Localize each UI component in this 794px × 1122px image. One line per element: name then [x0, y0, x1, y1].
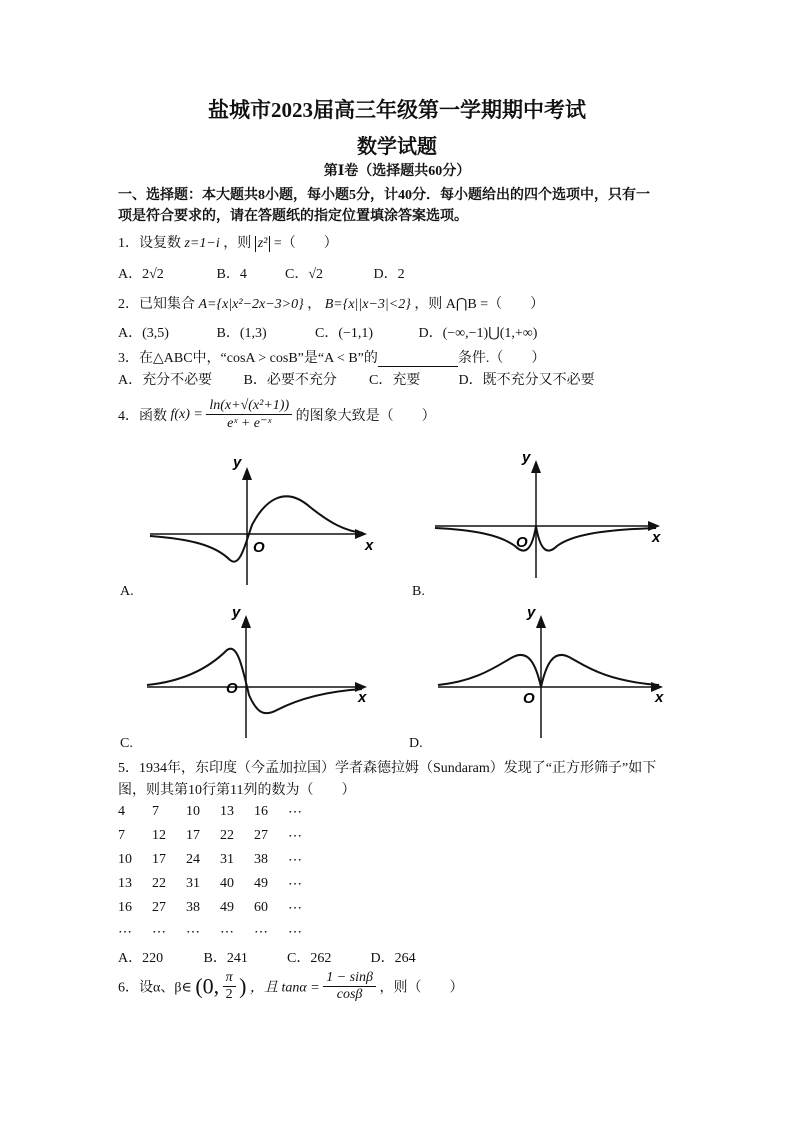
q3-options [118, 369, 595, 389]
q6-denominator: cosβ [336, 987, 363, 1002]
table-cell: 16 [254, 804, 268, 819]
table-row [118, 920, 322, 944]
table-cell: 49 [220, 900, 234, 915]
table-cell: ⋯ [186, 924, 200, 940]
graph-c [142, 605, 377, 740]
q5-option-d[interactable]: D．264 [370, 951, 416, 966]
table-cell: 16 [118, 900, 132, 915]
table-cell: 22 [220, 828, 234, 843]
table-cell: ⋯ [288, 852, 302, 868]
q2-option-b[interactable]: B．(1,3) [216, 326, 267, 341]
q1-expr: z=1−i [184, 236, 220, 251]
table-cell: ⋯ [254, 924, 268, 940]
q2-options [118, 322, 537, 342]
question-5-line2: 图，则其第10行第11列的数为（ ） [118, 783, 356, 798]
graph-c-label[interactable]: C. [120, 736, 133, 751]
q1-post: =（ ） [273, 236, 338, 251]
q5-option-b[interactable]: B．241 [203, 951, 248, 966]
question-6 [118, 970, 463, 1003]
table-cell: 13 [220, 804, 234, 819]
table-cell: 10 [186, 804, 200, 819]
question-2 [118, 293, 544, 313]
table-cell: ⋯ [288, 900, 302, 916]
q3-option-d[interactable]: D．既不充分又不必要 [458, 373, 595, 388]
q3-option-a[interactable]: A．充分不必要 [118, 373, 213, 388]
table-cell: 38 [254, 852, 268, 867]
q4-fx: f(x) = [170, 407, 203, 422]
table-cell: 40 [220, 876, 234, 891]
table-cell: 31 [220, 852, 234, 867]
q5-option-c[interactable]: C．262 [287, 951, 332, 966]
graph-c-x-label: x [358, 689, 367, 706]
table-cell: ⋯ [288, 828, 302, 844]
table-cell: 7 [152, 804, 159, 819]
graph-d-curve [438, 655, 659, 687]
q2-option-a[interactable]: A．(3,5) [118, 326, 169, 341]
graph-b-origin-label: O [516, 534, 528, 551]
table-row [118, 848, 322, 872]
table-cell: 17 [152, 852, 166, 867]
table-cell: 22 [152, 876, 166, 891]
question-4 [118, 398, 436, 432]
q6-post: ，则（ ） [379, 980, 464, 996]
q5-option-a[interactable]: A．220 [118, 951, 164, 966]
q6-mid: ，且 tanα = [250, 980, 320, 996]
table-cell: 27 [254, 828, 268, 843]
graph-b-curve [435, 526, 656, 551]
q1-option-b[interactable]: B．4 [216, 267, 247, 282]
graph-c-y-label: y [232, 605, 241, 621]
q2-option-d[interactable]: D．(−∞,−1)⋃(1,+∞) [418, 326, 538, 341]
sundaram-sieve-table [118, 800, 322, 944]
q3-pre: 3．在△ABC中，“cosA > cosB”是“A < B”的 [118, 351, 378, 366]
q3-blank [378, 352, 458, 367]
graph-b-y-arrow [531, 460, 541, 473]
q2-set-a: A={x|x²−2x−3>0} [198, 297, 304, 312]
q6-interval-open: (0, [195, 973, 220, 999]
q4-numerator: ln(x+√(x²+1)) [206, 398, 292, 415]
table-cell: 31 [186, 876, 200, 891]
graph-c-y-arrow [241, 615, 251, 628]
graph-a-origin-label: O [253, 539, 265, 556]
q5-options [118, 947, 416, 967]
q6-pi-denominator: 2 [225, 987, 233, 1002]
graph-c-origin-label: O [226, 680, 238, 697]
question-1 [118, 232, 338, 252]
table-cell: 49 [254, 876, 268, 891]
graph-a-label[interactable]: A. [120, 584, 134, 599]
table-cell: 24 [186, 852, 200, 867]
table-cell: ⋯ [152, 924, 166, 940]
q1-abs: z² [255, 236, 271, 252]
table-cell: ⋯ [220, 924, 234, 940]
q2-post: ，则 A⋂B =（ ） [414, 297, 545, 312]
exam-title: 盐城市2023届高三年级第一学期期中考试 [208, 98, 586, 122]
q6-pi-fraction [223, 970, 236, 1003]
section-instructions-line2: 项是符合要求的，请在答题纸的指定位置填涂答案选项。 [118, 209, 468, 224]
q1-options [118, 263, 405, 283]
q1-option-d[interactable]: D．2 [373, 267, 405, 282]
graph-d-x-label: x [655, 689, 664, 706]
section-instructions-line1: 一、选择题：本大题共8小题，每小题5分，计40分．每小题给出的四个选项中，只有一 [118, 188, 650, 203]
subject-title: 数学试题 [357, 136, 437, 158]
table-cell: 13 [118, 876, 132, 891]
table-row [118, 896, 322, 920]
graph-d-origin-label: O [523, 690, 535, 707]
table-cell: ⋯ [288, 876, 302, 892]
q4-fraction [206, 398, 292, 432]
graph-d-label[interactable]: D. [409, 736, 423, 751]
volume-title: 第Ⅰ卷（选择题共60分） [323, 164, 471, 179]
q4-pre: 4．函数 [118, 409, 167, 424]
table-row [118, 824, 322, 848]
q6-fraction [323, 970, 376, 1003]
graph-b-x-label: x [652, 529, 661, 546]
q4-denominator: eˣ + e⁻ˣ [227, 416, 272, 431]
q6-numerator: 1 − sinβ [323, 970, 376, 987]
table-row [118, 800, 322, 824]
q6-pi-numerator: π [223, 970, 236, 987]
q1-pre: 1．设复数 [118, 236, 181, 251]
q3-option-b[interactable]: B．必要不充分 [243, 373, 337, 388]
table-cell: 17 [186, 828, 200, 843]
q1-option-a[interactable]: A．2√2 [118, 267, 164, 282]
q4-post: 的图象大致是（ ） [295, 409, 436, 424]
table-cell: ⋯ [118, 924, 132, 940]
table-cell: ⋯ [288, 924, 302, 940]
q2-pre: 2．已知集合 [118, 297, 195, 312]
question-5-line1: 5．1934年，东印度（今孟加拉国）学者森德拉姆（Sundaram）发现了“正方形筛子”如下 [118, 761, 657, 776]
graph-b-label[interactable]: B. [412, 584, 425, 599]
graph-d [433, 605, 673, 740]
q1-option-c[interactable]: C．√2 [285, 267, 324, 282]
table-cell: 38 [186, 900, 200, 915]
graph-a [145, 455, 375, 590]
table-row [118, 872, 322, 896]
q6-pre: 6．设α、β∈ [118, 980, 192, 996]
table-cell: 27 [152, 900, 166, 915]
table-cell: 60 [254, 900, 268, 915]
table-cell: 7 [118, 828, 125, 843]
q2-set-b: B={x||x−3|<2} [324, 297, 411, 312]
q6-interval-close: ) [239, 973, 247, 999]
graph-a-y-label: y [233, 455, 242, 471]
table-cell: 10 [118, 852, 132, 867]
table-cell: ⋯ [288, 804, 302, 820]
q3-option-c[interactable]: C．充要 [369, 373, 421, 388]
graph-d-y-label: y [527, 605, 536, 621]
q3-post: 条件.（ ） [457, 351, 546, 366]
q2-sep: ， [307, 297, 322, 312]
graph-a-y-arrow [242, 467, 252, 480]
graph-b-y-label: y [522, 450, 531, 466]
graph-d-y-arrow [536, 615, 546, 628]
graph-a-x-label: x [365, 537, 374, 554]
table-cell: 12 [152, 828, 166, 843]
question-3 [118, 347, 545, 367]
q1-mid: ，则 [223, 236, 252, 251]
table-cell: 4 [118, 804, 125, 819]
graph-c-curve [147, 649, 362, 714]
q2-option-c[interactable]: C．(−1,1) [315, 326, 374, 341]
graph-b [430, 450, 670, 580]
